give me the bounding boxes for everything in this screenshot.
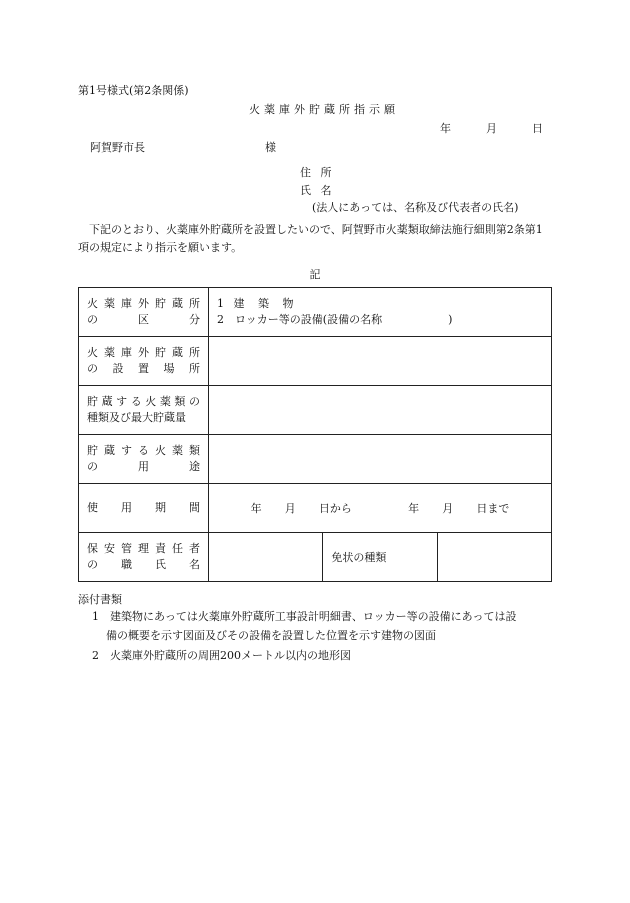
table-row [79, 435, 552, 484]
ki-heading: 記 [309, 268, 321, 281]
attachment-item-2: 2 火薬庫外貯蔵所の周囲200メートル以内の地形図 [92, 649, 351, 662]
application-table [78, 287, 552, 582]
applicant-name-label: 氏 名 [300, 184, 332, 197]
location-label [79, 337, 209, 386]
purpose-field[interactable] [209, 435, 552, 484]
attachments-heading: 添付書類 [78, 593, 122, 606]
table-row [79, 337, 552, 386]
addressee: 阿賀野市長 [90, 141, 145, 154]
purpose-label [79, 435, 209, 484]
label-line: の 職 氏 名 [87, 558, 200, 571]
table-row [79, 533, 552, 582]
label-line: 保 安 管 理 責 任 者 [87, 542, 200, 555]
explosive-type-field[interactable] [209, 386, 552, 435]
date-day: 日 [532, 122, 543, 135]
location-field[interactable] [209, 337, 552, 386]
manager-field[interactable] [209, 533, 323, 582]
option-locker: 2 ロッカー等の設備(設備の名称 ) [217, 313, 453, 326]
document-title: 火薬庫外貯蔵所指示願 [249, 103, 399, 116]
license-type-field[interactable] [437, 533, 551, 582]
label-line: の 用 途 [87, 460, 200, 473]
attachment-item-1: 1 建築物にあっては火薬庫外貯蔵所工事設計明細書、ロッカー等の設備にあっては設 備の概要を示す図面及びその設備を設置した位置を示す建物の図面 [92, 610, 517, 642]
table-row [79, 484, 552, 533]
table-row [79, 288, 552, 337]
label-line: 貯 蔵 す る 火 薬 類 [87, 444, 200, 457]
label-line: の 設 置 場 所 [87, 362, 200, 375]
manager-label [79, 533, 209, 582]
period-line: 年 月 日から 年 月 日まで [250, 502, 510, 515]
license-type-label: 免状の種類 [323, 533, 437, 582]
period-field[interactable] [209, 484, 552, 533]
applicant-address-label: 住 所 [300, 166, 332, 179]
corporation-note: (法人にあっては、名称及び代表者の氏名) [312, 201, 519, 214]
option-building: 1 建 築 物 [217, 297, 294, 310]
label-line: 種類及び最大貯蔵量 [87, 411, 186, 424]
form-number: 第1号様式(第2条関係) [78, 84, 189, 97]
explosive-type-label [79, 386, 209, 435]
date-line [440, 120, 543, 136]
date-year: 年 [440, 122, 451, 135]
label-line: 火 薬 庫 外 貯 蔵 所 [87, 297, 200, 310]
label-line: 火 薬 庫 外 貯 蔵 所 [87, 346, 200, 359]
label-line: 貯 蔵 す る 火 薬 類 の [87, 395, 200, 408]
storage-category-label [79, 288, 209, 337]
period-label [79, 484, 209, 533]
storage-category-value[interactable] [209, 288, 552, 337]
label-line: 使 用 期 間 [87, 501, 200, 514]
table-row [79, 386, 552, 435]
date-month: 月 [486, 122, 497, 135]
honorific: 様 [265, 141, 276, 154]
label-line: の 区 分 [87, 313, 200, 326]
request-text: 下記のとおり、火薬庫外貯蔵所を設置したいので、阿賀野市火薬類取締法施行細則第2条第1項の規定により指示を願います。 [78, 223, 543, 254]
